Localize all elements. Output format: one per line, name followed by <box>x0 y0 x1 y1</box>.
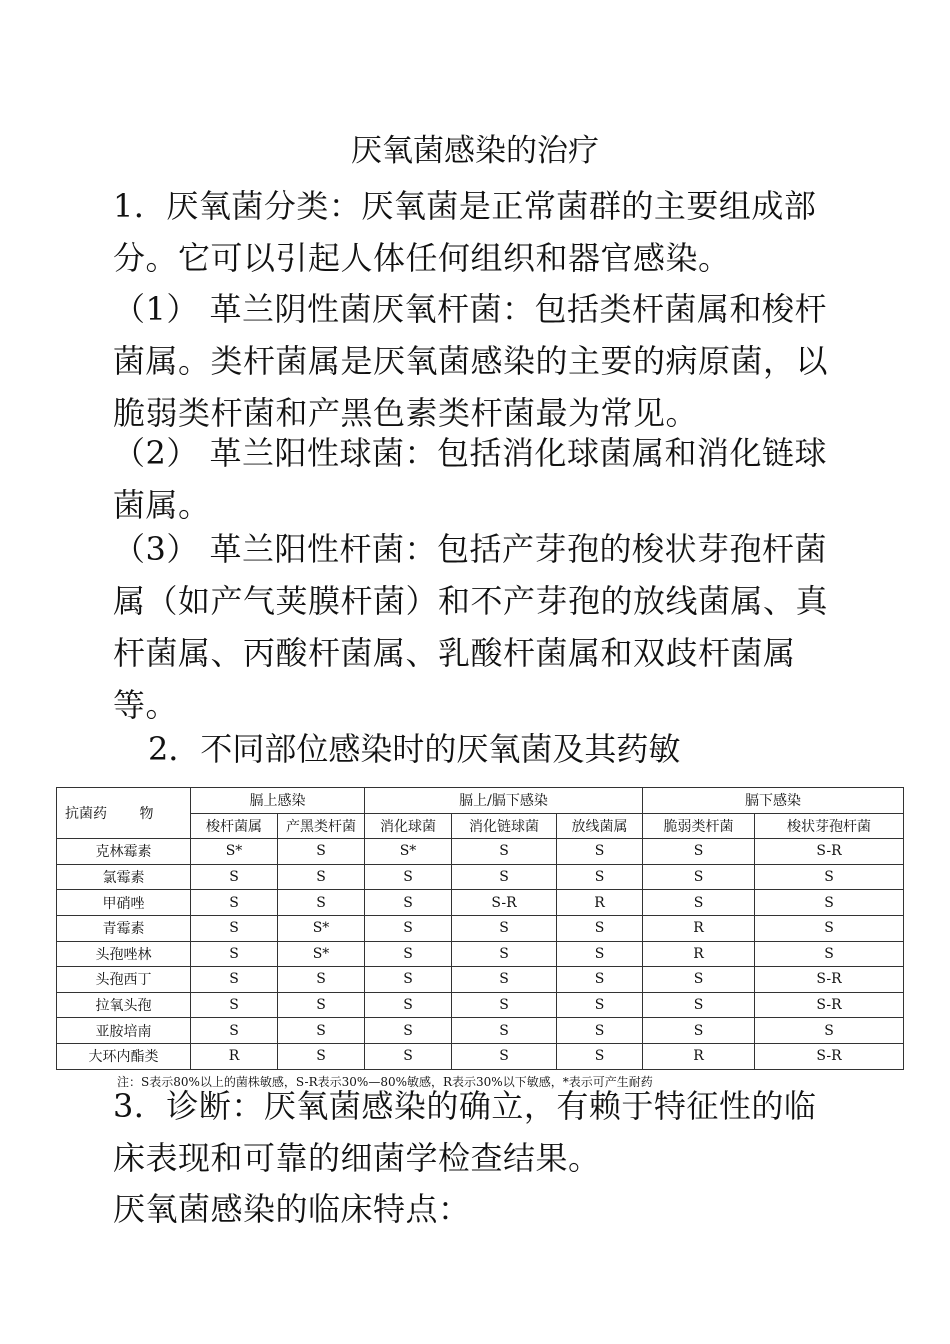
susceptibility-cell: R <box>643 941 755 967</box>
drug-name-cell: 头孢西丁 <box>57 967 191 993</box>
column-header: 消化链球菌 <box>452 813 557 839</box>
susceptibility-cell: S <box>452 915 557 941</box>
drug-name-cell: 亚胺培南 <box>57 1018 191 1044</box>
susceptibility-cell: S <box>191 941 278 967</box>
susceptibility-cell: S <box>278 890 365 916</box>
susceptibility-cell: S <box>452 941 557 967</box>
column-header: 梭状芽孢杆菌 <box>755 813 904 839</box>
column-header: 放线菌属 <box>557 813 643 839</box>
susceptibility-cell: S-R <box>755 839 904 865</box>
susceptibility-cell: S <box>452 839 557 865</box>
table-row <box>57 967 904 993</box>
column-header: 梭杆菌属 <box>191 813 278 839</box>
susceptibility-cell: S <box>365 890 452 916</box>
susceptibility-cell: S-R <box>755 992 904 1018</box>
susceptibility-cell: S <box>278 1043 365 1069</box>
susceptibility-cell: S <box>643 1018 755 1044</box>
drug-name-cell: 克林霉素 <box>57 839 191 865</box>
section3-subheading: 厌氧菌感染的临床特点： <box>113 1190 471 1228</box>
susceptibility-cell: S <box>452 864 557 890</box>
susceptibility-cell: S* <box>191 839 278 865</box>
section1-item1: （1） 革兰阴性菌厌氧杆菌：包括类杆菌属和梭杆菌属。类杆菌属是厌氧菌感染的主要的病原菌，以脆弱类杆菌和产黑色素类杆菌最为常见。 <box>113 290 829 432</box>
susceptibility-cell: S <box>278 864 365 890</box>
susceptibility-cell: S-R <box>452 890 557 916</box>
page-title: 厌氧菌感染的治疗 <box>351 133 599 169</box>
section2-heading: 2．不同部位感染时的厌氧菌及其药敏 <box>148 730 681 768</box>
table-row <box>57 1018 904 1044</box>
susceptibility-cell: S <box>643 839 755 865</box>
group-header: 膈上感染 <box>191 788 365 814</box>
table-row <box>57 941 904 967</box>
column-header: 消化球菌 <box>365 813 452 839</box>
susceptibility-cell: S <box>557 992 643 1018</box>
susceptibility-cell: S <box>278 967 365 993</box>
susceptibility-cell: S <box>557 1018 643 1044</box>
susceptibility-cell: S <box>755 941 904 967</box>
susceptibility-cell: S <box>365 915 452 941</box>
susceptibility-cell: S <box>643 890 755 916</box>
susceptibility-cell: S <box>557 1043 643 1069</box>
susceptibility-cell: S <box>278 839 365 865</box>
susceptibility-cell: S <box>191 1018 278 1044</box>
section1-item3: （3） 革兰阳性杆菌：包括产芽孢的梭状芽孢杆菌属（如产气荚膜杆菌）和不产芽孢的放线菌属、真杆菌属、丙酸杆菌属、乳酸杆菌属和双歧杆菌属等。 <box>113 530 829 724</box>
susceptibility-cell: S <box>755 1018 904 1044</box>
susceptibility-cell: S <box>755 890 904 916</box>
susceptibility-cell: S <box>557 941 643 967</box>
susceptibility-cell: S <box>191 967 278 993</box>
drug-name-cell: 甲硝唑 <box>57 890 191 916</box>
susceptibility-cell: S-R <box>755 967 904 993</box>
susceptibility-cell: S <box>278 992 365 1018</box>
table-row <box>57 864 904 890</box>
susceptibility-cell: S <box>755 915 904 941</box>
drug-name-cell: 头孢唑林 <box>57 941 191 967</box>
susceptibility-cell: S <box>452 967 557 993</box>
drug-name-cell: 青霉素 <box>57 915 191 941</box>
susceptibility-cell: S* <box>278 941 365 967</box>
susceptibility-cell: S* <box>365 839 452 865</box>
susceptibility-cell: S <box>191 890 278 916</box>
susceptibility-cell: R <box>643 915 755 941</box>
table-row <box>57 915 904 941</box>
susceptibility-cell: S* <box>278 915 365 941</box>
susceptibility-cell: S <box>365 1043 452 1069</box>
susceptibility-cell: S <box>557 915 643 941</box>
susceptibility-cell: S <box>452 1018 557 1044</box>
drug-name-cell: 拉氧头孢 <box>57 992 191 1018</box>
table-corner-header: 抗菌药 物 <box>57 788 191 839</box>
susceptibility-cell: S <box>365 941 452 967</box>
susceptibility-cell: S <box>191 915 278 941</box>
susceptibility-cell: S <box>365 992 452 1018</box>
section1-item2: （2） 革兰阳性球菌：包括消化球菌属和消化链球菌属。 <box>113 434 828 524</box>
susceptibility-cell: S <box>452 992 557 1018</box>
susceptibility-cell: S <box>365 1018 452 1044</box>
susceptibility-cell: R <box>557 890 643 916</box>
susceptibility-cell: S-R <box>755 1043 904 1069</box>
susceptibility-cell: S <box>191 864 278 890</box>
section3-text: 3．诊断：厌氧菌感染的确立，有赖于特征性的临床表现和可靠的细菌学检查结果。 <box>113 1087 817 1177</box>
susceptibility-cell: S <box>643 967 755 993</box>
table-group-header-row <box>57 788 904 814</box>
susceptibility-cell: S <box>278 1018 365 1044</box>
column-header: 脆弱类杆菌 <box>643 813 755 839</box>
section1-heading: 1．厌氧菌分类：厌氧菌是正常菌群的主要组成部分。它可以引起人体任何组织和器官感染。 <box>113 187 817 277</box>
susceptibility-cell: S <box>365 967 452 993</box>
susceptibility-cell: S <box>557 967 643 993</box>
table-row <box>57 839 904 865</box>
susceptibility-cell: S <box>191 992 278 1018</box>
susceptibility-cell: S <box>755 864 904 890</box>
table-row <box>57 890 904 916</box>
susceptibility-cell: S <box>365 864 452 890</box>
susceptibility-table <box>56 787 904 1070</box>
table-row <box>57 992 904 1018</box>
group-header: 膈下感染 <box>643 788 904 814</box>
susceptibility-cell: S <box>557 839 643 865</box>
susceptibility-cell: R <box>643 1043 755 1069</box>
drug-name-cell: 氯霉素 <box>57 864 191 890</box>
table-note: 注：S表示80%以上的菌株敏感，S-R表示30%—80%敏感，R表示30%以下敏感，*表示可产生耐药 <box>117 1075 653 1089</box>
drug-name-cell: 大环内酯类 <box>57 1043 191 1069</box>
column-header: 产黑类杆菌 <box>278 813 365 839</box>
susceptibility-cell: S <box>643 864 755 890</box>
susceptibility-cell: R <box>191 1043 278 1069</box>
susceptibility-cell: S <box>557 864 643 890</box>
susceptibility-cell: S <box>643 992 755 1018</box>
susceptibility-cell: S <box>452 1043 557 1069</box>
table-row <box>57 1043 904 1069</box>
group-header: 膈上/膈下感染 <box>365 788 643 814</box>
